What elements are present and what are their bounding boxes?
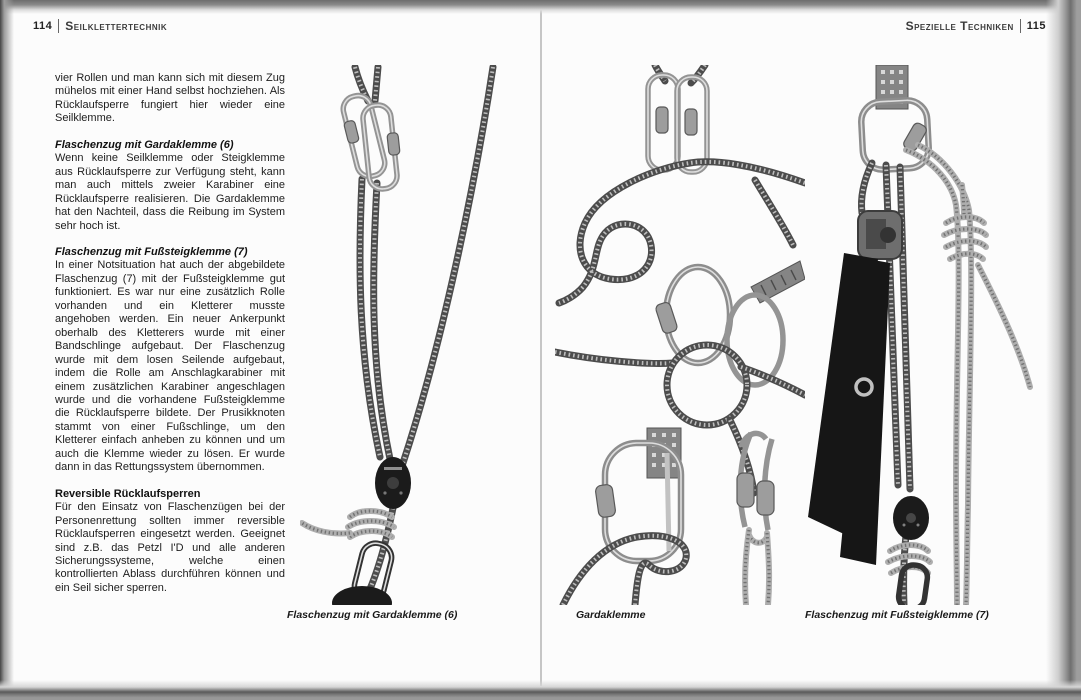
body-paragraph: vier Rollen und man kann sich mit diesem Zug mühelos mit einer Hand selbst hochziehen. Als Rücklaufsperre fungiert hier wieder eine Seilklemme. bbox=[55, 72, 285, 125]
section-heading: Flaschenzug mit Fußsteigklemme (7) bbox=[55, 245, 248, 258]
garda-hitch-top bbox=[559, 65, 805, 303]
photo-flaschenzug-gardaklemme bbox=[300, 65, 540, 605]
running-head-left bbox=[33, 19, 167, 33]
prusik-knot bbox=[302, 511, 394, 537]
paragraph-rollen bbox=[55, 72, 285, 126]
photo-gardaklemme-sequence bbox=[555, 65, 805, 605]
caption-gardaklemme: Gardaklemme bbox=[576, 609, 646, 621]
pulley bbox=[893, 496, 929, 540]
running-head-right bbox=[906, 19, 1046, 33]
page-number-right: 115 bbox=[1026, 20, 1046, 32]
head-separator bbox=[1020, 19, 1021, 33]
body-paragraph: Für den Einsatz von Flaschenzügen bei der Personenrettung sollten immer reversible Rücklaufsperren eingesetzt werden. Geeignet sind z.B. das Petzl I'D und alle anderen Sicherungssysteme, welche einen kontrollierten Ablass durchführen können und ein Seil sicher sperren. bbox=[55, 501, 285, 594]
caption-flaschenzug-fusssteigklemme: Flaschenzug mit Fußsteigklemme (7) bbox=[805, 609, 989, 621]
running-title-right: Spezielle Techniken bbox=[905, 19, 1014, 33]
page-number-left: 114 bbox=[33, 20, 53, 32]
gardaklemme-detail-side bbox=[737, 433, 774, 605]
photo-flaschenzug-fusssteigklemme bbox=[806, 65, 1056, 605]
section-heading: Reversible Rücklaufsperren bbox=[55, 487, 201, 500]
body-text-column bbox=[55, 72, 285, 608]
body-paragraph: Wenn keine Seilklemme oder Steigklemme aus Rücklaufsperre zur Verfügung steht, kann man auch mittels zweier Karabiner eine Rücklaufsperre realisieren. Die Gardaklemme hat den Nachteil, dass die Reibung im System sehr hoch ist. bbox=[55, 152, 285, 232]
caption-flaschenzug-gardaklemme: Flaschenzug mit Gardaklemme (6) bbox=[287, 609, 458, 621]
section-fusssteigklemme bbox=[55, 246, 285, 475]
garda-carabiner-pair bbox=[340, 93, 400, 190]
section-reversible-ruecklaufsperren bbox=[55, 488, 285, 596]
foot-ascender bbox=[808, 211, 902, 565]
section-heading: Flaschenzug mit Gardaklemme (6) bbox=[55, 138, 234, 151]
head-separator bbox=[58, 19, 59, 33]
body-paragraph: In einer Notsituation hat auch der abgebildete Flaschenzug (7) mit der Fußsteigklemme gut funktioniert. Es war nur eine zusätzlich Rolle vorhanden und ein Kletterer musste angehoben werden. Ein neuer Ankerpunkt oberhalb des Kletterers wurde mit einer Bandschlinge aufgebaut. Der Flaschenzug wurde mit dem losen Seilende aufgebaut, indem die Rolle am Anschlagkarabiner mit einem zusätzlichen Karabiner angeschlagen wurde und die vorhandene Fußsteigklemme die Rücklaufsperre bildete. Der Prusikknoten stammt von einer Fußschlinge, um den Kletterer einfach anheben zu können und um auch die Klemme wieder zu lösen. Er wurde dann in das Rettungssystem übernommen. bbox=[55, 259, 285, 474]
section-gardaklemme bbox=[55, 139, 285, 233]
pulley bbox=[375, 457, 411, 509]
page-divider bbox=[540, 10, 542, 686]
gardaklemme-detail-front bbox=[563, 428, 686, 605]
running-title-left: Seilklettertechnik bbox=[65, 19, 168, 33]
